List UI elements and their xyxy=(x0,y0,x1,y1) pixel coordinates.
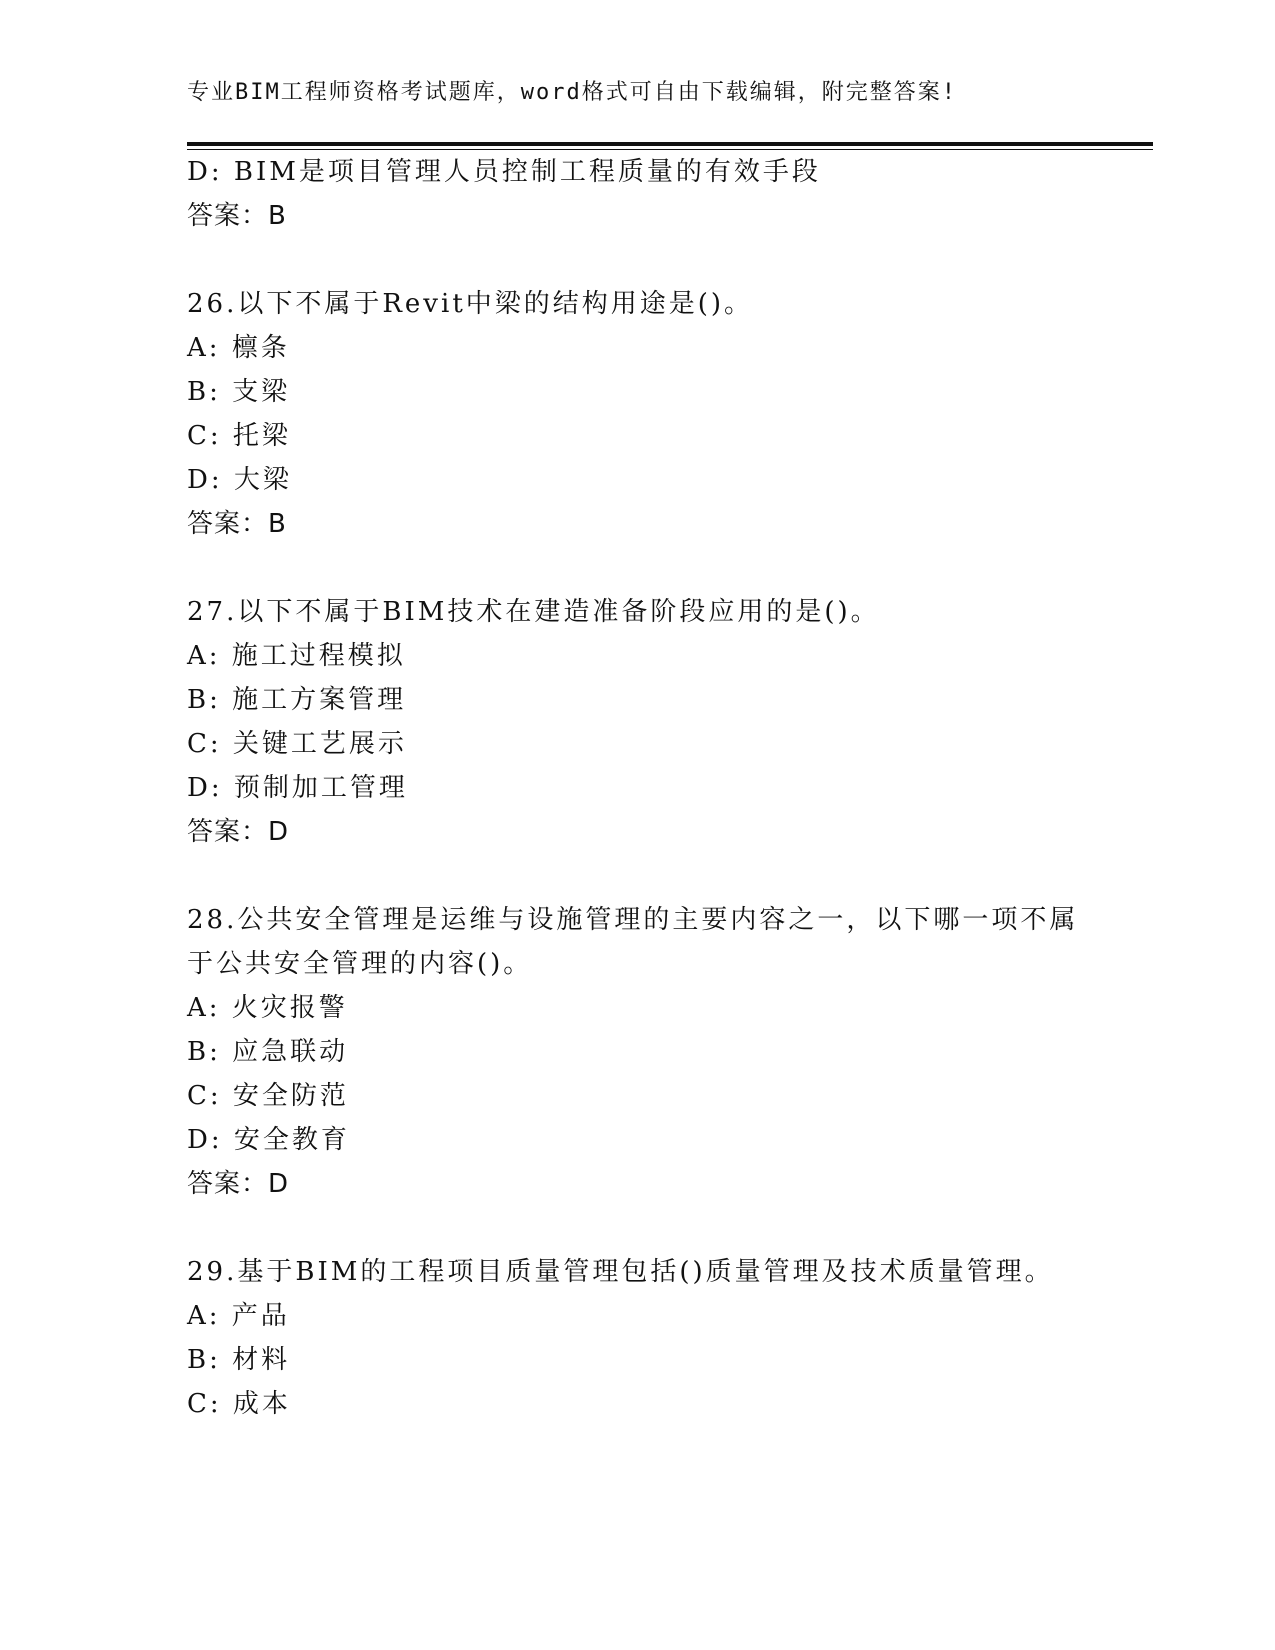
q28-option-b: B: 应急联动 xyxy=(187,1037,349,1067)
q26-option-c: C: 托梁 xyxy=(187,421,291,451)
q28-option-c: C: 安全防范 xyxy=(187,1081,349,1111)
q29-question: 29.基于BIM的工程项目质量管理包括()质量管理及技术质量管理。 xyxy=(187,1257,1054,1287)
q27-option-d: D: 预制加工管理 xyxy=(187,773,408,803)
header-divider-thin xyxy=(187,149,1153,150)
q28-option-d: D: 安全教育 xyxy=(187,1125,350,1155)
q26-question: 26.以下不属于Revit中梁的结构用途是()。 xyxy=(187,289,754,319)
q28-option-a: A: 火灾报警 xyxy=(187,993,348,1023)
q25-option-d: D: BIM是项目管理人员控制工程质量的有效手段 xyxy=(187,157,821,187)
q28-question-line2: 于公共安全管理的内容()。 xyxy=(187,949,533,979)
q26-answer: 答案：B xyxy=(187,509,287,539)
q27-option-b: B: 施工方案管理 xyxy=(187,685,407,715)
q25-answer: 答案：B xyxy=(187,201,287,231)
q28-answer: 答案：D xyxy=(187,1169,290,1199)
q27-option-a: A: 施工过程模拟 xyxy=(187,641,406,671)
q27-question: 27.以下不属于BIM技术在建造准备阶段应用的是()。 xyxy=(187,597,880,627)
q27-answer: 答案：D xyxy=(187,817,290,847)
q28-question-line1: 28.公共安全管理是运维与设施管理的主要内容之一，以下哪一项不属 xyxy=(187,905,1079,935)
q29-option-b: B: 材料 xyxy=(187,1345,291,1375)
q27-option-c: C: 关键工艺展示 xyxy=(187,729,407,759)
page-header: 专业BIM工程师资格考试题库，word格式可自由下载编辑，附完整答案! xyxy=(187,80,957,105)
header-divider-thick xyxy=(187,142,1153,146)
q29-option-a: A: 产品 xyxy=(187,1301,290,1331)
q26-option-d: D: 大梁 xyxy=(187,465,292,495)
q29-option-c: C: 成本 xyxy=(187,1389,291,1419)
q26-option-b: B: 支梁 xyxy=(187,377,291,407)
q26-option-a: A: 檩条 xyxy=(187,333,290,363)
